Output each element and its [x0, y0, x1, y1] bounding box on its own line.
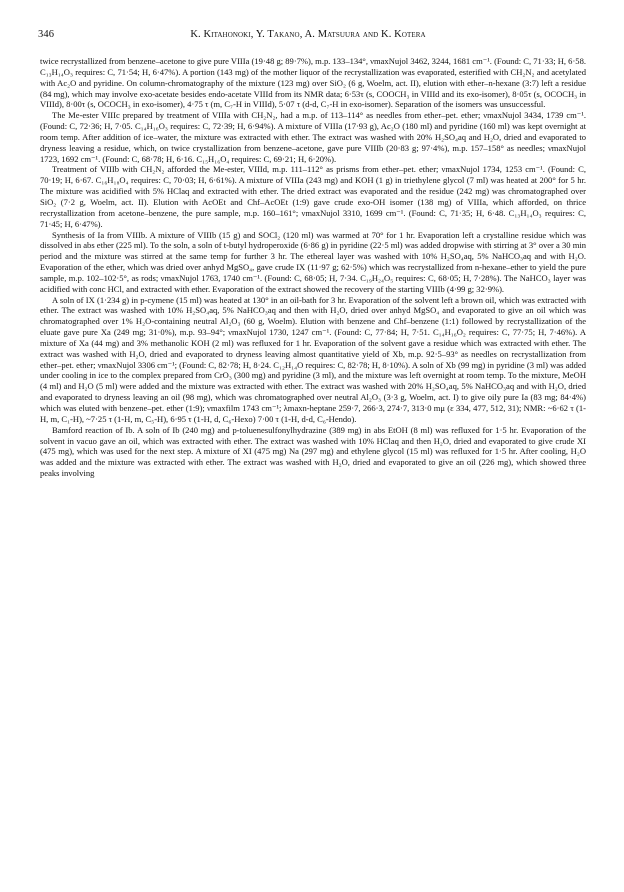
paragraph-viiia-recrystallization: twice recrystallized from benzene–acetone to give pure VIIIa (19·48 g; 89·7%), m.p. 133–134°, νmaxNujol 3462, 3244, 1681 cm⁻¹. (Found: C, 71·33; H, 6·58. C₁₃H₁₄O₃ requires: C, 71·54; H, 6·47%). A portion (143 mg) of the mother liquor of the recrystallization was evaporated, esterified with CH₂N₂ and acetylated with Ac₂O and pyridine. On column-chromatography of the mixture (123 mg) over SiO₂ (6 g, Woelm, act. II), elution with ether–n-hexane (3:7) left a residue (84 mg), which may involve exo-acetate besides endo-acetate VIIId from its NMR data; 6·53τ (s, COOCH₃ in VIIId and its exo-isomer), 8·05τ (s, OCOCH₃ in VIIId), 8·00τ (s, OCOCH₃ in exo-isomer), 4·75 τ (m, C₇-H in VIIId), 5·07 τ (d-d, C₇-H in exo-isomer). Separation of the isomers was unsuccessful. — [40, 56, 586, 110]
running-head-authors: K. Kitahonoki, Y. Takano, A. Matsuura and K. Kotera — [190, 29, 426, 40]
paragraph-me-ester-viiic: The Me-ester VIIIc prepared by treatment of VIIIa with CH₂N₂, had a m.p. of 113–114° as needles from ether–pet. ether; νmaxNujol 3434, 1739 cm⁻¹. (Found: C, 72·36; H, 7·05. C₁₄H₁₆O₃ requires: C, 72·39; H, 6·94%). A mixture of VIIIa (17·93 g), Ac₂O (180 ml) and pyridine (160 ml) was kept overnight at room temp. After addition of ice–water, the mixture was extracted with ether. The extract was washed with 20% H₂SO₄aq and H₂O, dried and evaporated to dryness leaving a residue, which, on twice crystallization from benzene–acetone, gave pure VIIIb (20·83 g; 97·4%), m.p. 157–158° as needles; νmaxNujol 1723, 1692 cm⁻¹. (Found: C, 68·78; H, 6·16. C₁₅H₁₆O₄ requires: C, 69·21; H, 6·20%). — [40, 110, 586, 164]
paragraph-bamford-reaction: Bamford reaction of Ib. A soln of Ib (240 mg) and p-toluenesulfonylhydrazine (389 mg) in abs EtOH (8 ml) was refluxed for 1·5 hr. Evaporation of the solvent in vacuo gave an oil, which was extracted with ether. The extract was washed with 10% HClaq and then H₂O, dried and evaporated to give crude XI (475 mg), which was used for the next step. A mixture of XI (475 mg) Na (297 mg) and ethylene glycol (15 ml) was refluxed for 1·5 hr. After cooling, H₂O was added and the mixture was extracted with ether. The extract was washed with H₂O, dried and evaporated to give an oil (226 mg), which showed three peaks involving — [40, 424, 586, 479]
paragraph-treatment-viiib: Treatment of VIIIb with CH₂N₂ afforded the Me-ester, VIIId, m.p. 111–112° as prisms from ether–pet. ether; νmaxNujol 1734, 1253 cm⁻¹. (Found: C, 70·19; H, 6·67. C₁₆H₁₈O₄ requires: C, 70·03; H, 6·61%). A mixture of VIIIa (243 mg) and KOH (1 g) in triethylene glycol (7 ml) was heated at 200° for 5 hr. The mixture was acidified with 5% HClaq and extracted with ether. The dried extract was evaporated and the residue (242 mg) was chromatographed over SiO₂ (7·2 g, Woelm, act. II). Elution with AcOEt and Chf–AcOEt (1:9) gave crude exo-OH isomer (138 mg) of VIIIa, which afforded, on thrice recrystallization from acetone–benzene, the pure sample, m.p. 160–161°; νmaxNujol 3310, 1699 cm⁻¹. (Found: C, 71·35; H, 6·48. C₁₃H₁₄O₃ requires: C, 71·45; H, 6·47%). — [40, 164, 586, 229]
running-header — [38, 29, 586, 40]
page-number: 346 — [38, 29, 55, 40]
experimental-section-text — [40, 56, 586, 479]
paragraph-synthesis-ia: Synthesis of Ia from VIIIb. A mixture of VIIIb (15 g) and SOCl₂ (120 ml) was warmed at 70° for 1 hr. Evaporation left a crystalline residue which was dissolved in abs ether (225 ml). To the soln, a soln of t-butyl hydroperoxide (6·86 g) in pyridine (22·5 ml) was added dropwise with stirring at 3° over a 30 min period and the mixture was stirred at the same temp for further 3 hr. The ethereal layer was washed with 10% H₂SO₄aq, 5% NaHCO₃aq and with H₂O. Evaporation of the ether, which was dried over anhyd MgSO₄, gave crude IX (11·97 g; 62·5%) which was recrystallized from n-hexane–ether to yield the pure sample, m.p. 102–102·5°, as rods; νmaxNujol 1763, 1740 cm⁻¹. (Found: C, 68·05; H, 7·34. C₁₉H₂₄O₅ requires: C, 68·05; H, 7·28%). The NaHCO₃ layer was acidified with conc HCl, and extracted with ether. Evaporation of the extract showed the recovery of the starting VIIIb (4·99 g; 32·9%). — [40, 229, 586, 294]
paragraph-ix-heating: A soln of IX (1·234 g) in p-cymene (15 ml) was heated at 130° in an oil-bath for 3 hr. Evaporation of the solvent left a brown oil, which was extracted with ether. The extract was washed with 10% H₂SO₄aq, 5% NaHCO₃aq and then with H₂O, dried over anhyd MgSO₄ and evaporated to give an oil which was chromatographed over 1% H₂O-containing neutral Al₂O₃ (60 g, Woelm). Elution with benzene and Chf–benzene (1:1) followed by recrystallization of the eluate gave pure Xa (249 mg; 31·0%), m.p. 93–94°; νmaxNujol 1730, 1247 cm⁻¹. (Found: C, 77·84; H, 7·51. C₁₄H₁₆O₂ requires: C, 77·75; H, 7·46%). A mixture of Xa (44 mg) and 3% methanolic KOH (2 ml) was refluxed for 1 hr. Evaporation of the solvent gave a residue which was extracted with ether. The extract was washed with H₂O, dried and evaporated to dryness leaving almost quantitative yield of Xb, m.p. 92·5–93° as needles on recrystallization from ether–pet. ether; νmaxNujol 3306 cm⁻¹; (Found: C, 82·78; H, 8·24. C₁₂H₁₄O requires: C, 82·78; H, 8·10%). A soln of Xb (99 mg) in pyridine (3 ml) was added under cooling in ice to the complex prepared from CrO₃ (300 mg) and pyridine (3 ml), and the mixture was left overnight at room temp. To the mixture, MeOH (4 ml) and H₂O (5 ml) were added and the mixture was extracted with ether. The extract was washed with 20% H₂SO₄aq, 5% NaHCO₃aq and with H₂O, dried and evaporated to dryness leaving an oil (98 mg), which was chromatographed over neutral Al₂O₃ (3·3 g, Woelm, act. I) to give oily pure Ia (83 mg; 84·4%) which was eluted with benzene–pet. ether (1:9); νmaxfilm 1743 cm⁻¹; λmaxn-heptane 259·7, 266·3, 274·7, 313·0 mμ (ε 334, 477, 512, 31); NMR: ~6·62 τ (1-H, m, C₁-H), ~7·25 τ (1-H, m, C₅-H), 6·95 τ (1-H, d, C₆-Hexo) 7·00 τ (1-H, d-d, C₆-Hendo). — [40, 294, 586, 424]
